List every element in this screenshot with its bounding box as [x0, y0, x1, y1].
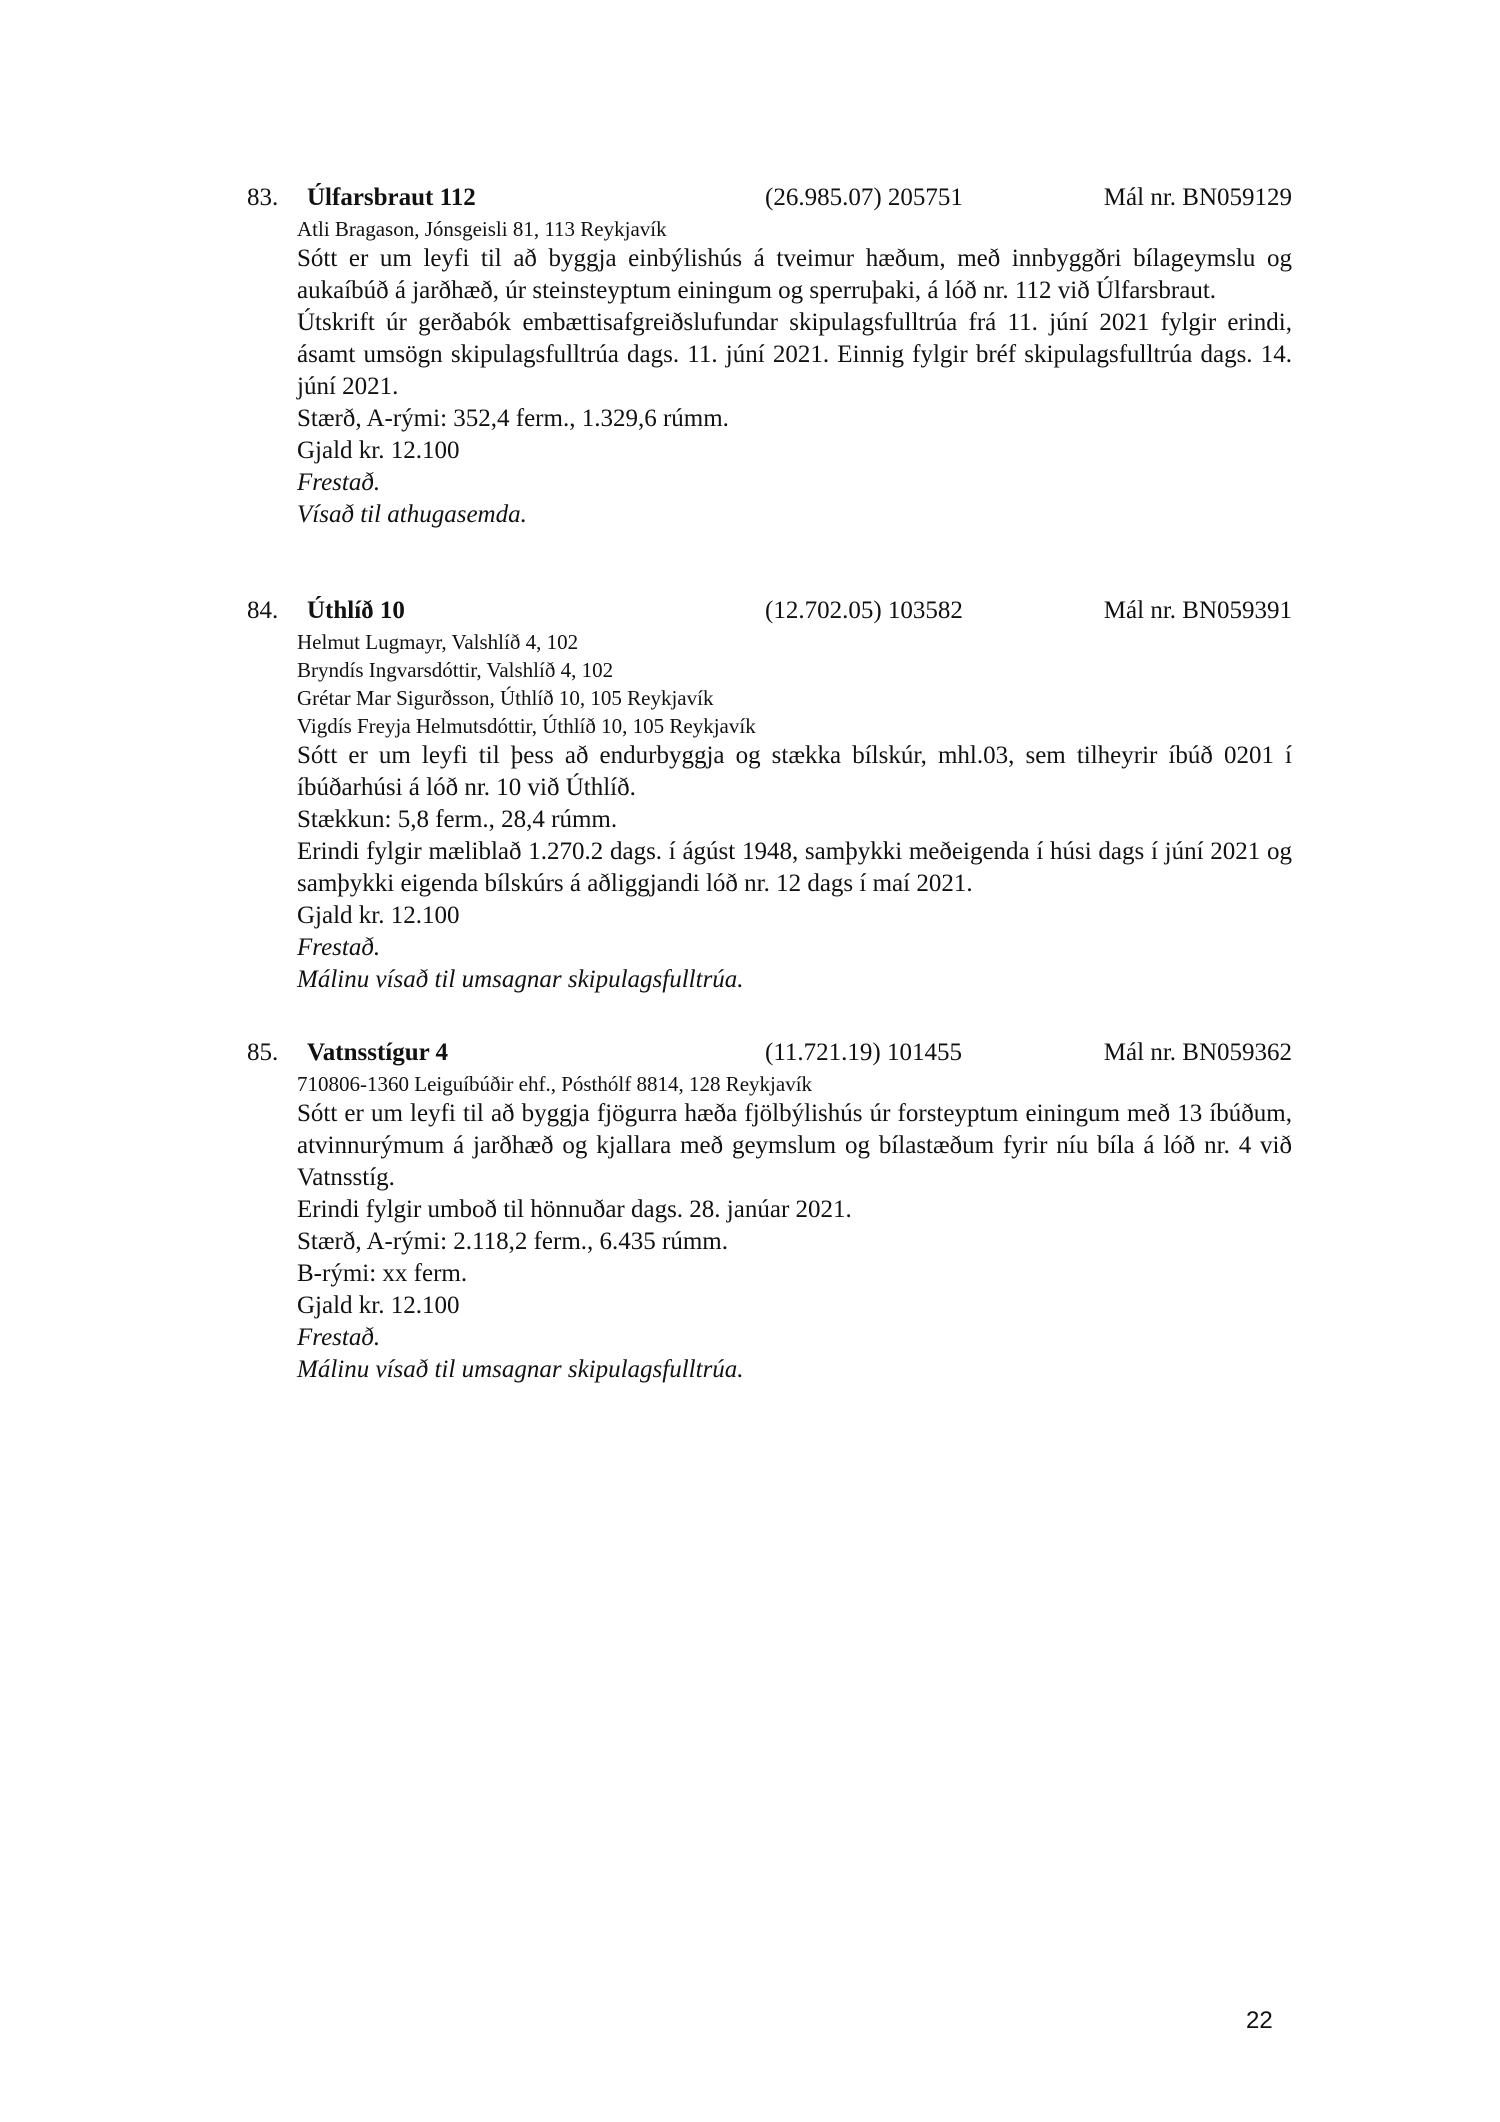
attachment-text: Útskrift úr gerðabók embættisafgreiðslufundar skipulagsfulltrúa frá 11. júní 2021 fylgir erindi, ásamt umsögn skipulagsfulltrúa dags. 11. júní 2021. Einnig fylgir bréf skipulagsfulltrúa dags. 14. júní 2021. [297, 309, 1292, 400]
entry-header [247, 181, 1292, 215]
b-space-line: B-rými: xx ferm. [297, 1260, 468, 1287]
decision-note: Málinu vísað til umsagnar skipulagsfulltrúa. [297, 1356, 744, 1383]
applicant-line: Helmut Lugmayr, Valshlíð 4, 102 [297, 630, 579, 654]
attachment-line: Erindi fylgir umboð til hönnuðar dags. 28. janúar 2021. [297, 1196, 852, 1223]
case-entry-83 [247, 181, 1292, 531]
applicant-line: Vigdís Freyja Helmutsdóttir, Úthlíð 10, 105 Reykjavík [297, 714, 756, 738]
page-number: 22 [1246, 2007, 1273, 2034]
fee-line: Gjald kr. 12.100 [297, 1292, 460, 1319]
entry-header [247, 1036, 1292, 1070]
entry-number: 85. [247, 1039, 279, 1066]
entry-body [297, 628, 1292, 996]
entry-number: 84. [247, 597, 279, 624]
applicant-line: 710806-1360 Leiguíbúðir ehf., Pósthólf 8814, 128 Reykjavík [297, 1072, 813, 1096]
decision-line: Frestað. [297, 1324, 381, 1351]
size-line: Stærð, A-rými: 352,4 ferm., 1.329,6 rúmm. [297, 405, 729, 432]
entry-header [247, 594, 1292, 628]
applicant-line: Bryndís Ingvarsdóttir, Valshlíð 4, 102 [297, 658, 614, 682]
entry-case-number: Mál nr. BN059362 [1103, 1039, 1292, 1066]
fee-line: Gjald kr. 12.100 [297, 437, 460, 464]
decision-note: Málinu vísað til umsagnar skipulagsfulltrúa. [297, 966, 744, 993]
decision-note: Vísað til athugasemda. [297, 501, 527, 528]
applicant-line: Grétar Mar Sigurðsson, Úthlíð 10, 105 Reykjavík [297, 686, 714, 710]
entry-body [297, 1070, 1292, 1386]
entry-case-number: Mál nr. BN059391 [1103, 597, 1292, 624]
entry-case-number: Mál nr. BN059129 [1103, 184, 1292, 211]
applicant-line: Atli Bragason, Jónsgeisli 81, 113 Reykjavík [297, 217, 667, 241]
size-line: Stærð, A-rými: 2.118,2 ferm., 6.435 rúmm. [297, 1228, 728, 1255]
case-entry-85 [247, 1036, 1292, 1386]
entry-reference: (12.702.05) 103582 [765, 597, 963, 624]
entry-address: Úlfarsbraut 112 [307, 184, 476, 211]
attachment-text: Erindi fylgir mæliblað 1.270.2 dags. í ágúst 1948, samþykki meðeigenda í húsi dags í júní 2021 og samþykki eigenda bílskúrs á aðliggjandi lóð nr. 12 dags í maí 2021. [297, 838, 1292, 897]
size-line: Stækkun: 5,8 ferm., 28,4 rúmm. [297, 806, 618, 833]
application-text: Sótt er um leyfi til að byggja einbýlishús á tveimur hæðum, með innbyggðri bílageymslu og aukaíbúð á jarðhæð, úr steinsteyptum einingum og sperruþaki, á lóð nr. 112 við Úlfarsbraut. [297, 245, 1292, 304]
entry-number: 83. [247, 184, 279, 211]
application-text: Sótt er um leyfi til að byggja fjögurra hæða fjölbýlishús úr forsteyptum einingum með 13 íbúðum, atvinnurýmum á jarðhæð og kjallara með geymslum og bílastæðum fyrir níu bíla á lóð nr. 4 við Vatnsstíg. [297, 1100, 1292, 1191]
entry-reference: (26.985.07) 205751 [765, 184, 963, 211]
entry-body [297, 215, 1292, 531]
case-entry-84 [247, 594, 1292, 996]
decision-line: Frestað. [297, 934, 381, 961]
fee-line: Gjald kr. 12.100 [297, 902, 460, 929]
decision-line: Frestað. [297, 469, 381, 496]
entry-address: Úthlíð 10 [307, 597, 405, 624]
entry-reference: (11.721.19) 101455 [765, 1039, 962, 1066]
application-text: Sótt er um leyfi til þess að endurbyggja og stækka bílskúr, mhl.03, sem tilheyrir íbúð 0201 í íbúðarhúsi á lóð nr. 10 við Úthlíð. [297, 742, 1292, 801]
entry-address: Vatnsstígur 4 [307, 1039, 449, 1066]
